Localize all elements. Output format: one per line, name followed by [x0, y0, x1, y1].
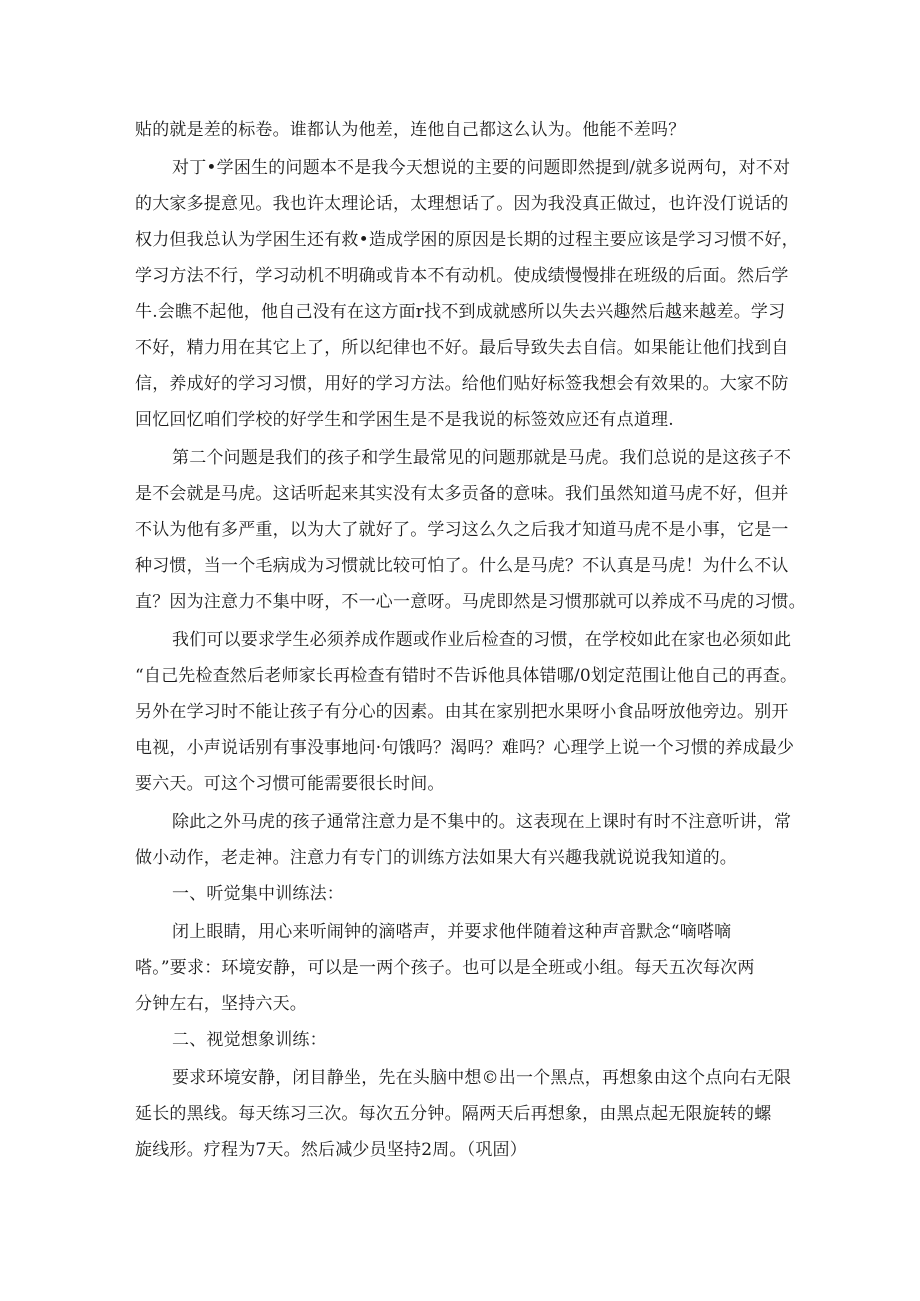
paragraph-2-line-2: 是不会就是马虎。这话听起来其实没有太多贡备的意味。我们虽然知道马虎不好，但并 [135, 484, 789, 504]
text-line-1: 贴的就是差的标卷。谁都认为他差，连他自己都这么认为。他能不差吗？ [135, 120, 686, 140]
paragraph-2-line-3: 不认为他有多严重，以为大了就好了。学习这么久之后我才知道马虎不是小事，它是一 [135, 520, 789, 540]
section-heading-auditory: 一、听觉集中训练法： [172, 884, 344, 904]
section-heading-visual: 二、视觉想象训练： [172, 1030, 327, 1050]
paragraph-6-line-1: 要求环境安静，闭目静坐，先在头脑中想©出一个黑点，再想象由这个点向右无限 [172, 1068, 792, 1088]
paragraph-4-line-2: 做小动作，老走神。注意力有专门的训练方法如果大有兴趣我就说说我知道的。 [135, 848, 737, 868]
paragraph-5-line-3: 分钟左右，坚持六天。 [135, 994, 307, 1014]
paragraph-1-line-6: 不好，精力用在其它上了，所以纪律也不好。最后导致失去自信。如果能让他们找到自 [135, 338, 789, 358]
paragraph-1-line-1: 对丁•学困生的问题本不是我今天想说的主要的问题即然提到/就多说两句，对不对 [172, 158, 791, 178]
paragraph-2-line-4: 种习惯，当一个毛病成为习惯就比较可怕了。什么是马虎？不认真是马虎！为什么不认 [135, 556, 789, 576]
paragraph-1-line-8: 回忆回忆咱们学校的好学生和学困生是不是我说的标签效应还有点道理. [135, 410, 674, 430]
paragraph-5-line-2: 嗒。”要求：环境安静，可以是一两个孩子。也可以是全班或小组。每天五次每次两 [135, 958, 755, 978]
paragraph-1-line-2: 的大家多提意见。我也许太理论话，太理想话了。因为我没真正做过，也许没仃说话的 [135, 194, 789, 214]
paragraph-3-line-1: 我们可以要求学生必须养成作题或作业后检查的习惯，在学校如此在家也必须如此 [172, 630, 792, 650]
paragraph-5-line-1: 闭上眼睛，用心来听闹钟的滴嗒声，并要求他伴随着这种声音默念“嘀嗒嘀 [172, 922, 732, 942]
paragraph-3-line-4: 电视，小声说话别有事没事地问·句饿吗？渴吗？难吗？心理学上说一个习惯的养成最少 [135, 738, 795, 758]
paragraph-2-line-1: 第二个问题是我们的孩子和学生最常见的问题那就是马虎。我们总说的是这孩子不 [172, 448, 792, 468]
paragraph-4-line-1: 除此之外马虎的孩子通常注意力是不集中的。这表现在上课时有时不注意听讲，常 [172, 812, 792, 832]
paragraph-3-line-2: “自己先检查然后老师家长再检查有错时不告诉他具体错哪/0划定范围让他自己的再查。 [135, 666, 798, 686]
paragraph-6-line-2: 延长的黑线。每天练习三次。每次五分钟。隔两天后再想象，由黑点起无限旋转的螺 [135, 1104, 772, 1124]
paragraph-3-line-3: 另外在学习时不能让孩子有分心的因素。由其在家别把水果呀小食品呀放他旁边。别开 [135, 702, 789, 722]
paragraph-3-line-5: 要六天。可这个习惯可能需要很长时间。 [135, 774, 445, 794]
paragraph-1-line-5: 牛.会瞧不起他，他自己没有在这方面r找不到成就感所以失去兴趣然后越来越差。学习 [135, 302, 786, 322]
paragraph-6-line-3: 旋线形。疗程为7天。然后减少员坚持2周。（巩固） [135, 1140, 527, 1160]
paragraph-1-line-7: 信，养成好的学习习惯，用好的学习方法。给他们贴好标签我想会有效果的。大家不防 [135, 374, 789, 394]
paragraph-1-line-3: 权力但我总认为学困生还有救•造成学困的原因是长期的过程主要应该是学习习惯不好， [135, 230, 799, 250]
paragraph-2-line-5: 直？因为注意力不集中呀，不一心一意呀。马虎即然是习惯那就可以养成不马虎的习惯。 [135, 592, 806, 612]
paragraph-1-line-4: 学习方法不行，学习动机不明确或肯本不有动机。使成绩慢慢排在班级的后面。然后学 [135, 266, 789, 286]
